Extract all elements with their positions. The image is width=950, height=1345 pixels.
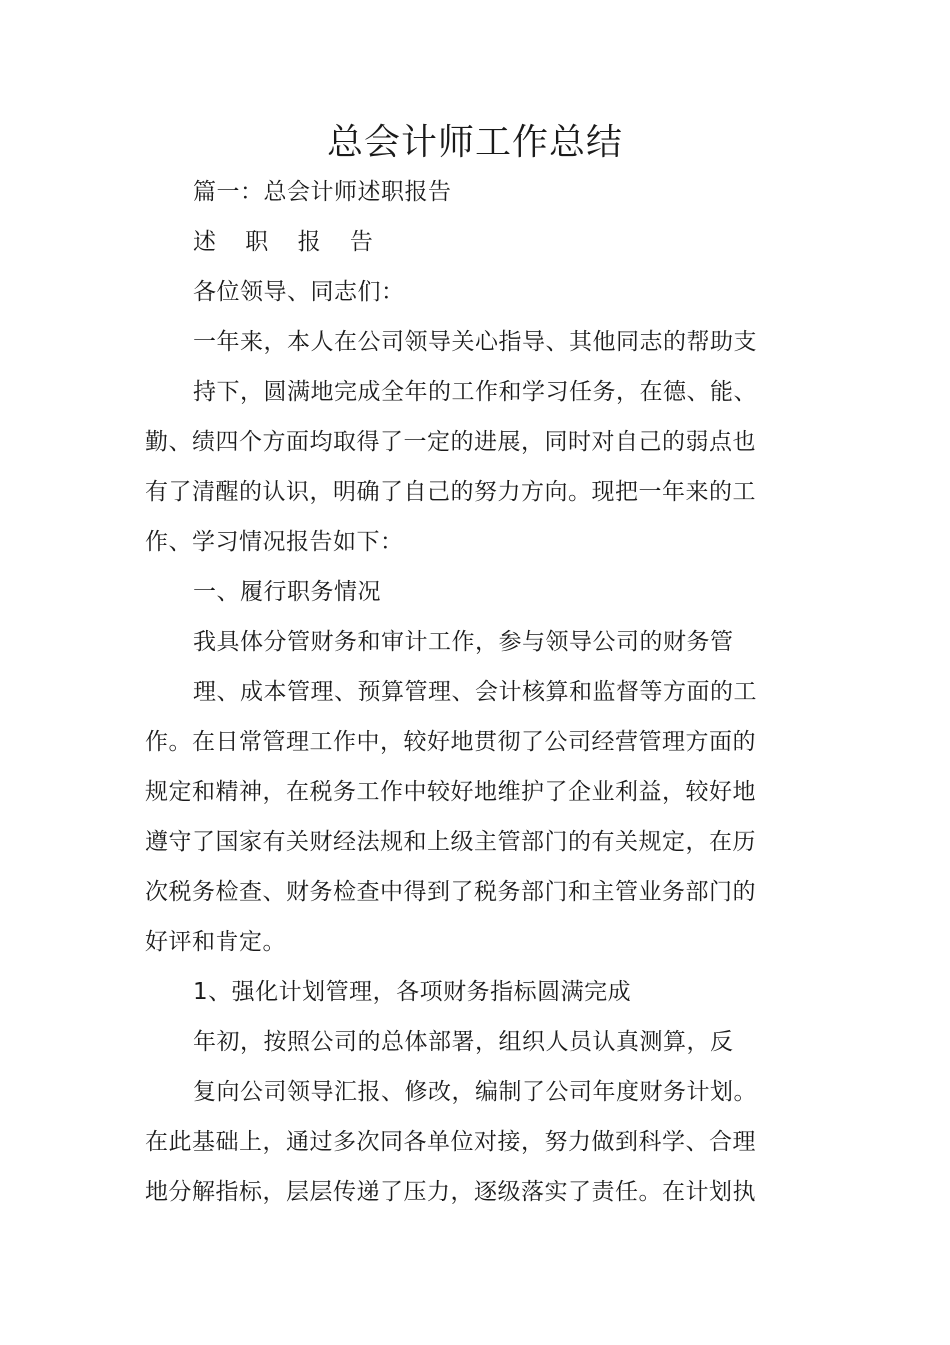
paragraph-line: 作、学习情况报告如下：: [145, 529, 404, 555]
report-heading: 述 职 报 告: [193, 229, 384, 255]
paragraph-line: 有了清醒的认识，明确了自己的努力方向。现把一年来的工: [145, 479, 756, 505]
paragraph-line: 勤、绩四个方面均取得了一定的进展，同时对自己的弱点也: [145, 429, 756, 455]
paragraph-line: 年初，按照公司的总体部署，组织人员认真测算，反: [193, 1029, 734, 1055]
subsection-heading: 1、强化计划管理，各项财务指标圆满完成: [193, 979, 632, 1005]
paragraph-line: 在此基础上，通过多次同各单位对接，努力做到科学、合理: [145, 1129, 756, 1155]
paragraph-line: 遵守了国家有关财经法规和上级主管部门的有关规定，在历: [145, 829, 756, 855]
section-heading: 篇一：总会计师述职报告: [193, 179, 452, 205]
salutation: 各位领导、同志们：: [193, 279, 405, 305]
paragraph-line: 理、成本管理、预算管理、会计核算和监督等方面的工: [193, 679, 757, 705]
paragraph-line: 地分解指标，层层传递了压力，逐级落实了责任。在计划执: [145, 1179, 756, 1205]
section-heading: 一、履行职务情况: [193, 579, 381, 605]
paragraph-line: 好评和肯定。: [145, 929, 286, 955]
document-title: 总会计师工作总结: [326, 122, 623, 163]
paragraph-line: 规定和精神，在税务工作中较好地维护了企业利益，较好地: [145, 779, 756, 805]
paragraph-line: 次税务检查、财务检查中得到了税务部门和主管业务部门的: [145, 879, 756, 905]
paragraph-line: 作。在日常管理工作中，较好地贯彻了公司经营管理方面的: [145, 729, 756, 755]
paragraph-line: 我具体分管财务和审计工作，参与领导公司的财务管: [193, 629, 734, 655]
paragraph-line: 一年来，本人在公司领导关心指导、其他同志的帮助支: [193, 329, 757, 355]
paragraph-line: 复向公司领导汇报、修改，编制了公司年度财务计划。: [193, 1079, 757, 1105]
paragraph-line: 持下，圆满地完成全年的工作和学习任务，在德、能、: [193, 379, 757, 405]
